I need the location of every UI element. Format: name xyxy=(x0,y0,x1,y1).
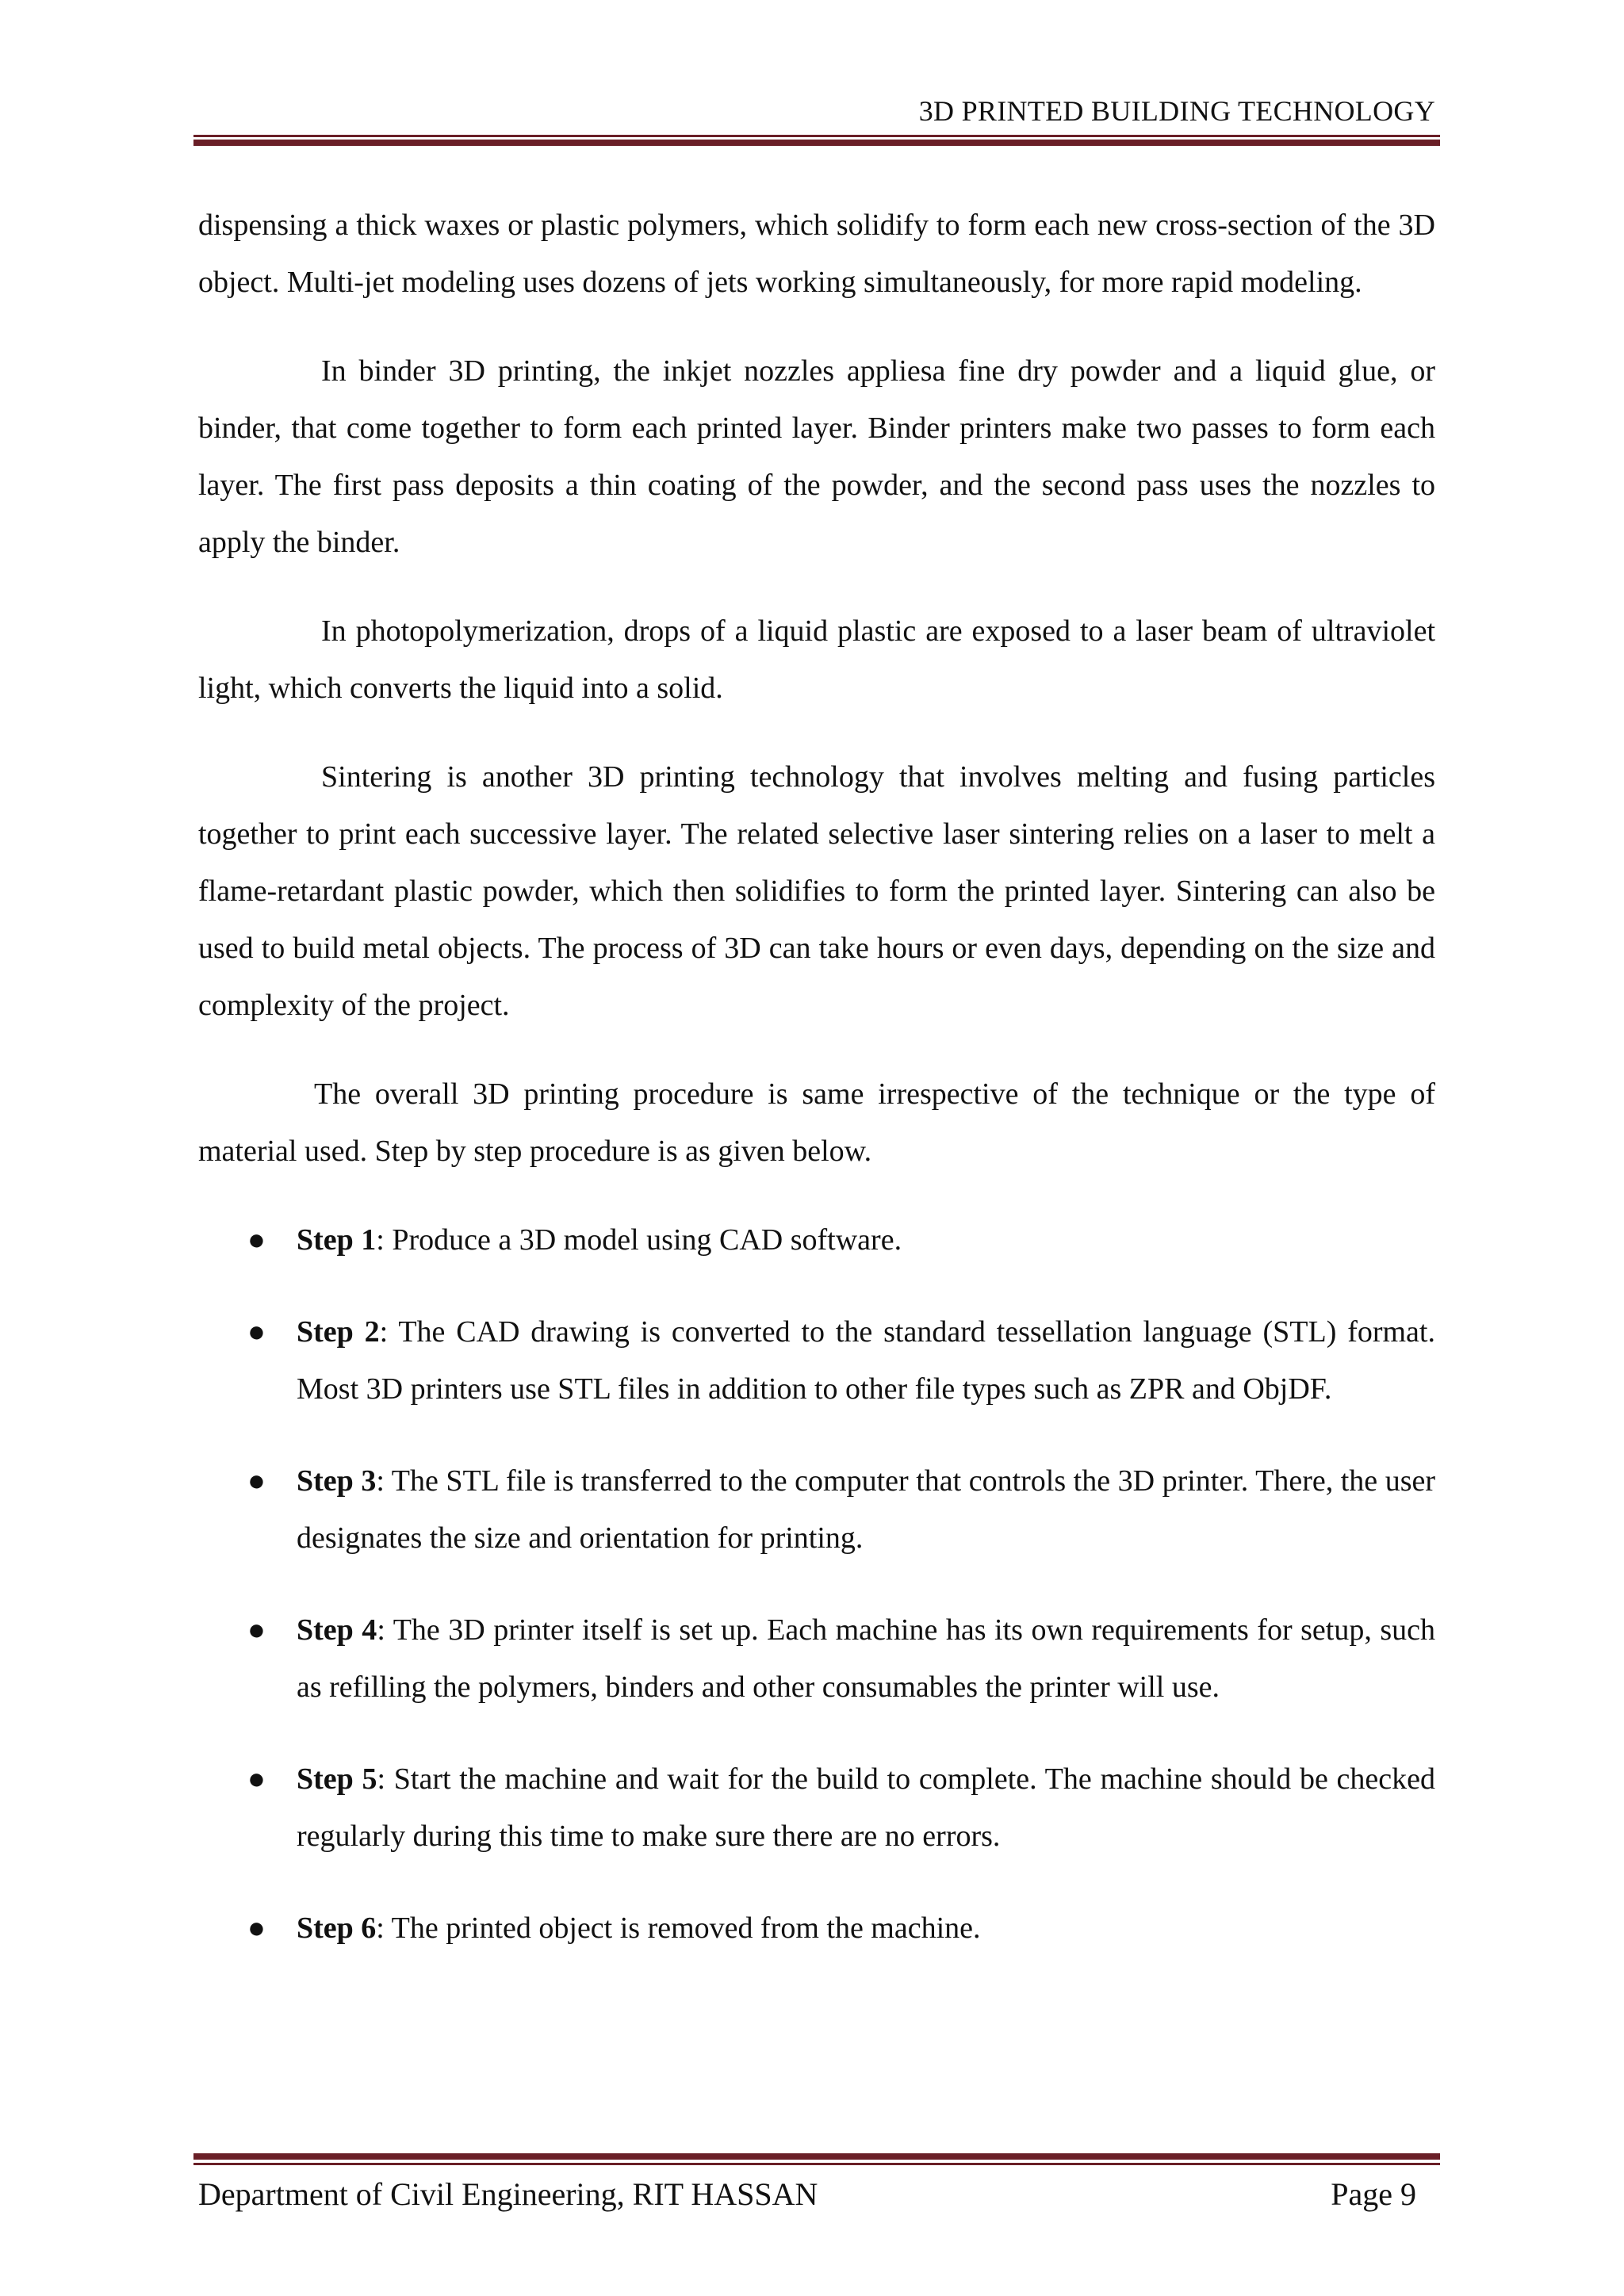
footer-rule-thick xyxy=(193,2153,1440,2160)
paragraph-photopolymerization: In photopolymerization, drops of a liquid plastic are exposed to a laser beam of ultraviolet light, which converts the liquid into a solid. xyxy=(198,614,1435,705)
list-item-step-6 xyxy=(198,1900,1435,1957)
step-label: Step 1 xyxy=(297,1223,377,1257)
step-label: Step 3 xyxy=(297,1464,377,1498)
header-rule-thin xyxy=(193,135,1440,137)
bullet-icon: ● xyxy=(247,1911,266,1945)
list-item-step-5 xyxy=(198,1751,1435,1865)
list-item-step-1 xyxy=(198,1211,1435,1269)
paragraph-procedure-intro: The overall 3D printing procedure is same irrespective of the technique or the type of material used. Step by step procedure is as given below. xyxy=(198,1077,1435,1168)
paragraph-sintering: Sintering is another 3D printing technology that involves melting and fusing particles together to print each successive layer. The related selective laser sintering relies on a laser to melt a flame-retardant plastic powder, which then solidifies to form the printed layer. Sintering can also be used to build metal objects. The process of 3D can take hours or even days, depending on the size and complexity of the project. xyxy=(198,760,1435,1022)
bullet-icon: ● xyxy=(247,1613,266,1647)
bullet-icon: ● xyxy=(247,1762,266,1796)
bullet-icon: ● xyxy=(247,1464,266,1498)
footer-page-number: Page 9 xyxy=(1331,2176,1416,2212)
step-text: : Start the machine and wait for the build to complete. The machine should be checked regularly during this time to make sure there are no errors. xyxy=(297,1762,1435,1853)
footer-rule-thin xyxy=(193,2163,1440,2165)
step-text: : Produce a 3D model using CAD software. xyxy=(376,1223,902,1257)
paragraph-continuation: dispensing a thick waxes or plastic polymers, which solidify to form each new cross-section of the 3D object. Multi-jet modeling uses dozens of jets working simultaneously, for more rapid modeling. xyxy=(198,209,1435,299)
page-body xyxy=(198,197,1435,1992)
paragraph-binder-printing: In binder 3D printing, the inkjet nozzles appliesa fine dry powder and a liquid glue, or binder, that come together to form each printed layer. Binder printers make two passes to form each layer. The first pass deposits a thin coating of the powder, and the second pass uses the nozzles to apply the binder. xyxy=(198,354,1435,559)
step-label: Step 2 xyxy=(297,1315,380,1349)
steps-list xyxy=(198,1211,1435,1957)
bullet-icon: ● xyxy=(247,1223,266,1257)
step-label: Step 6 xyxy=(297,1911,377,1945)
step-text: : The printed object is removed from the machine. xyxy=(376,1911,981,1945)
step-text: : The CAD drawing is converted to the standard tessellation language (STL) format. Most 3D printers use STL files in addition to other file types such as ZPR and ObjDF. xyxy=(297,1315,1435,1406)
list-item-step-4 xyxy=(198,1601,1435,1716)
list-item-step-2 xyxy=(198,1303,1435,1418)
header-rule-thick xyxy=(193,140,1440,146)
header-title: 3D PRINTED BUILDING TECHNOLOGY xyxy=(918,95,1435,127)
step-label: Step 5 xyxy=(297,1762,377,1796)
step-text: : The STL file is transferred to the computer that controls the 3D printer. There, the user designates the size and orientation for printing. xyxy=(297,1464,1436,1555)
step-label: Step 4 xyxy=(297,1613,377,1647)
footer-department: Department of Civil Engineering, RIT HASSAN xyxy=(198,2176,818,2212)
list-item-step-3 xyxy=(198,1452,1435,1567)
step-text: : The 3D printer itself is set up. Each machine has its own requirements for setup, such as refilling the polymers, binders and other consumables the printer will use. xyxy=(297,1613,1435,1704)
bullet-icon: ● xyxy=(247,1315,266,1349)
